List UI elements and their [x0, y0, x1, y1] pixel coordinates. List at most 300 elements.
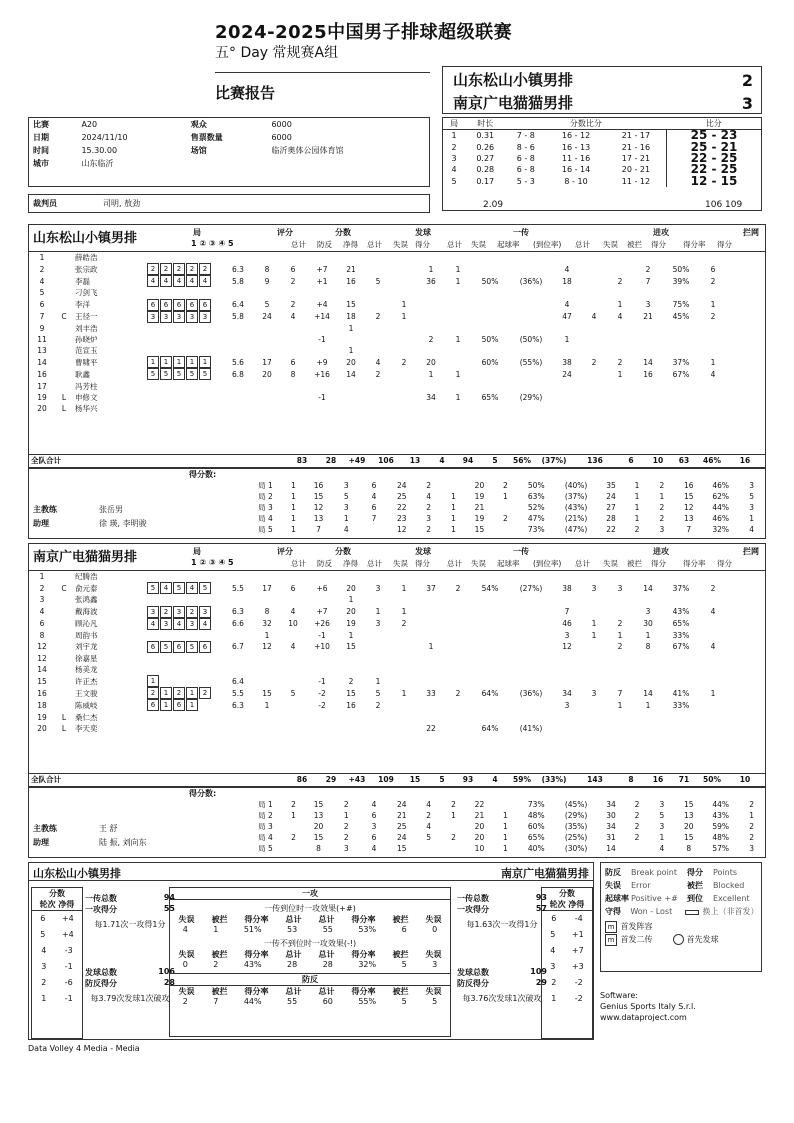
set-stat-cell: 4 [426, 800, 432, 809]
stat-cell: 2 [455, 583, 461, 593]
player-row [29, 571, 727, 582]
stat-cell: 2 [401, 619, 407, 629]
lineup [145, 334, 221, 345]
stat-cell [55, 263, 73, 275]
lineup-cell: 4 [147, 618, 159, 630]
player-name: 俞元泰 [75, 583, 98, 593]
home-sideout [85, 893, 175, 930]
home-rotation [31, 887, 83, 1039]
stat-cell: 1 [401, 312, 407, 322]
stat-cell: 8 [39, 630, 45, 640]
lineup-cell: 4 [160, 582, 172, 594]
stat-cell [445, 675, 471, 687]
stat-cell [307, 594, 337, 605]
stat-cell [699, 618, 727, 630]
set-stat-cell: 27 [606, 503, 616, 512]
stat-cell [471, 287, 509, 298]
stat-cell [699, 252, 727, 263]
lineup-cell: 4 [186, 275, 198, 287]
so-row [457, 904, 547, 915]
player-name: 李天奕 [75, 723, 98, 733]
stat-cell [55, 380, 73, 391]
lineup-cells [147, 312, 212, 321]
stat-cell: -1 [318, 676, 326, 686]
stat-cell: 6 [710, 264, 716, 274]
stat-cell [391, 334, 417, 345]
player-name: 许正杰 [75, 676, 98, 686]
stat-cell: 65% [481, 392, 499, 402]
stat-cell: 3 [591, 688, 597, 698]
lineup-cells [147, 369, 212, 378]
home-team-name: 山东松山小镇男排 [453, 71, 574, 89]
set-cell: 5 [451, 176, 457, 186]
info-label: 日期 [33, 133, 49, 142]
set-stat-cell: 60% [527, 822, 545, 831]
set-stat-cell: 1 [291, 492, 296, 501]
stat-cell [221, 380, 255, 391]
set-stat-cell: 2 [343, 822, 349, 831]
stat-cell [607, 334, 633, 345]
team-header: 南京广电猫猫男排 [33, 550, 138, 565]
set-stat-cell: 局 4 [258, 514, 273, 523]
set-stat-cell: 23 [396, 514, 407, 523]
player-name: 杨美龙 [75, 665, 98, 675]
stat-cell: 20 [37, 723, 47, 733]
stat-cell [471, 323, 509, 334]
stat-cell: 1 [617, 369, 623, 379]
stat-cell: 17 [262, 357, 272, 367]
stat-cell: 2 [710, 312, 716, 322]
lineup-cell: 6 [147, 699, 159, 711]
stat-cell: 30 [643, 619, 653, 629]
lineup [145, 664, 221, 675]
rot-row [542, 911, 592, 927]
divider [29, 880, 593, 881]
stat-cell [417, 711, 445, 722]
sub-header: 得分率 [683, 559, 706, 568]
stat-cell [699, 699, 727, 711]
legend-desc: Points [713, 868, 738, 877]
stat-cell: 6 [39, 619, 45, 629]
lineup [145, 582, 221, 594]
stat-cell [255, 664, 279, 675]
stat-cell [509, 653, 553, 664]
stat-cell [445, 641, 471, 653]
stat-cell: 3 [645, 300, 651, 310]
lineup-cell: 4 [173, 618, 185, 630]
stat-cell [337, 252, 365, 263]
stat-cell: 2 [401, 357, 407, 367]
total-cell: 93 [462, 775, 474, 785]
col-group-header: 局 [193, 547, 201, 556]
stat-cell [509, 368, 553, 380]
stat-cell: 3 [375, 583, 381, 593]
eff-val: 4 [182, 925, 188, 934]
set-stat-cell: 15 [313, 492, 324, 501]
lineup-cell: 2 [160, 263, 172, 275]
stat-cell [553, 323, 581, 334]
rot-val: -1 [64, 994, 73, 1003]
lineup [145, 403, 221, 414]
stat-cell [221, 392, 255, 403]
stat-cell [471, 252, 509, 263]
player-row [29, 687, 727, 699]
stat-cell: 4 [710, 642, 716, 652]
stat-cell [509, 675, 553, 687]
lineup [145, 653, 221, 664]
set-stat-cell: 59% [712, 822, 729, 831]
stat-cell: 18 [346, 312, 356, 322]
eff-val: 2 [213, 960, 219, 969]
total-cell: 46% [703, 456, 721, 466]
set-stat-cell: 4 [371, 844, 377, 853]
lineup [145, 618, 221, 630]
stat-cell [699, 323, 727, 334]
col-group-header: 一传 [513, 228, 529, 237]
stat-cell [633, 571, 663, 582]
set-stat-cell [282, 821, 305, 832]
eff-col: 失误 [178, 987, 195, 996]
home-breakpoint [85, 967, 175, 1004]
summary-home-name: 山东松山小镇男排 [33, 867, 121, 880]
stat-cell: L [61, 404, 67, 414]
set-stat-cell: 19 [474, 514, 485, 523]
so-row [457, 978, 547, 989]
stat-cell [445, 345, 471, 356]
set-stat-cell: (47%) [564, 525, 588, 534]
col-group-header: 进攻 [653, 547, 669, 556]
stat-cell [663, 594, 699, 605]
lineup-cell: 3 [199, 606, 211, 618]
stat-cell [445, 653, 471, 664]
lineup-cells [147, 583, 212, 592]
stat-cell: +7 [316, 264, 328, 274]
so-label: 防反得分 [457, 979, 489, 988]
substitute-icon [685, 910, 699, 915]
col-group-header: 1 ② ③ ④ 5 [191, 558, 234, 567]
stat-cell [663, 287, 699, 298]
set-stat-cell: 2 [503, 481, 508, 490]
total-cell: 71 [678, 775, 690, 785]
player-name: 周韵书 [75, 630, 98, 640]
stat-cell: -2 [318, 688, 326, 698]
set-stat-cell [416, 843, 441, 854]
so-val: 106 [158, 967, 175, 976]
stat-cell: 6 [39, 300, 45, 310]
stat-cell [337, 380, 365, 391]
stat-cell [581, 699, 607, 711]
divider [215, 72, 430, 73]
stat-cell: 1 [264, 630, 270, 640]
stat-cell: 37 [426, 583, 436, 593]
stat-cell [553, 345, 581, 356]
set-stat-cell: 3 [426, 514, 432, 523]
set-stat-cell: 1 [749, 514, 754, 523]
lineup [145, 641, 221, 653]
player-name: 刘宇龙 [75, 642, 98, 652]
set-stat-cell: 25 [396, 822, 407, 831]
lineup [145, 699, 221, 711]
stat-cell: 64% [481, 688, 499, 698]
stat-cell: 3 [617, 583, 623, 593]
stat-cell [509, 380, 553, 391]
stat-cell [445, 664, 471, 675]
stat-cell: +16 [314, 369, 330, 379]
referee-box [28, 194, 430, 213]
stat-cell: +4 [316, 300, 328, 310]
stat-cell [279, 630, 307, 641]
set-stat-cell: 65% [527, 833, 545, 842]
stat-cell: 4 [564, 300, 570, 310]
coach-name: 王 舒 [99, 824, 118, 833]
stat-cell [471, 594, 509, 605]
stat-cell [255, 653, 279, 664]
stat-cell [471, 368, 509, 380]
away-breakpoint [457, 967, 547, 1004]
stat-cell: 4 [39, 276, 45, 286]
sub-header: 被拦 [627, 240, 642, 249]
set-stat-cell: 3 [371, 822, 377, 831]
set-cell: 0.31 [476, 131, 495, 141]
rot-row [542, 927, 592, 943]
rot-row [542, 959, 592, 975]
set-cell: 21 - 16 [621, 142, 651, 152]
lineup [145, 275, 221, 287]
set-stat-cell: 40% [527, 844, 545, 853]
stat-cell [55, 699, 73, 711]
eff-values [170, 960, 450, 969]
stat-cell [391, 664, 417, 675]
lineup-cell: 5 [186, 641, 198, 653]
stat-cell [255, 675, 279, 687]
stat-cell: 1 [710, 688, 716, 698]
eff-col: 总计 [285, 915, 302, 924]
stat-cell: 1 [401, 688, 407, 698]
stat-cell [307, 653, 337, 664]
player-row [29, 630, 727, 641]
stat-cell [279, 323, 307, 334]
home-sets-won: 2 [741, 71, 753, 90]
lineup-cell: 6 [173, 699, 185, 711]
stat-cell: 17 [37, 381, 47, 391]
total-cell: 94 [462, 456, 474, 466]
stat-cell [417, 630, 445, 641]
total-cell: 29 [325, 775, 337, 785]
set-stat-cell: 2 [634, 822, 640, 831]
lineup [145, 311, 221, 323]
lineup-cells [147, 676, 160, 685]
rot-val: +7 [571, 946, 584, 955]
lineup-cells [147, 619, 212, 628]
rot-header: 轮次 净得 [542, 899, 592, 911]
stat-cell: 1 [401, 300, 407, 310]
total-cell: 106 [378, 456, 394, 466]
so-label: 发球总数 [457, 968, 489, 977]
rot-val: -3 [64, 946, 73, 955]
total-cell: 5 [439, 775, 445, 785]
stat-cell [663, 252, 699, 263]
total-cell: 全队合计 [31, 456, 61, 466]
stat-cell [633, 392, 663, 403]
stat-cell [255, 403, 279, 414]
stat-cell [471, 699, 509, 711]
stat-cell: 2 [375, 369, 381, 379]
stat-cell: 5.5 [232, 583, 244, 593]
stat-cell [307, 252, 337, 263]
stat-cell [663, 664, 699, 675]
total-cell: 4 [439, 456, 445, 466]
set-stat-cell: 73% [527, 525, 545, 534]
set-stat-row [249, 480, 765, 491]
stat-cell [471, 641, 509, 653]
set-stat-cell: 13 [313, 811, 324, 820]
so-note: 每1.71次一攻得1分 [94, 920, 166, 929]
rot-row [32, 943, 82, 959]
stat-cell [365, 323, 391, 334]
col-group-header: 分数 [335, 547, 351, 556]
stat-cell: 1 [401, 607, 407, 617]
legend-key: 守得 [605, 907, 621, 916]
legend-row [605, 879, 757, 892]
set-cell: 16 - 14 [561, 165, 591, 175]
stat-cell [471, 664, 509, 675]
stat-cell: 12 [262, 642, 272, 652]
stat-cell [633, 334, 663, 345]
sub-header: 失误 [603, 240, 618, 249]
stat-cell [607, 392, 633, 403]
set-stat-cell: 2 [749, 822, 754, 831]
total-cell: 83 [296, 456, 308, 466]
stat-cell [365, 653, 391, 664]
set-stat-cell: 3 [659, 822, 665, 831]
rot-val: +4 [61, 930, 74, 939]
set-stat-cell: 1 [291, 503, 296, 512]
stat-cell: 2 [710, 276, 716, 286]
stat-cell [471, 711, 509, 722]
stat-cell [445, 594, 471, 605]
stat-cell [307, 287, 337, 298]
set-stat-cell: 局 1 [258, 481, 273, 490]
stat-cell: 1 [264, 700, 270, 710]
sub-header: 失误 [471, 240, 486, 249]
rot-num: 1 [41, 994, 47, 1003]
set-stat-cell: 48% [527, 811, 545, 820]
stat-cell: 12 [37, 654, 47, 664]
total-duration: 2.09 [483, 200, 504, 210]
set-stat-cell: 3 [343, 481, 349, 490]
eff-col: 得分率 [244, 950, 269, 959]
stat-cell: 8 [645, 642, 651, 652]
info-value: 6000 [271, 133, 292, 142]
rot-num: 2 [41, 978, 47, 987]
stat-cell: 2 [290, 276, 296, 286]
stat-cell: 6.6 [232, 619, 244, 629]
lineup [145, 594, 221, 605]
eff-col: 总计 [285, 950, 302, 959]
info-value: 15.30.00 [81, 146, 118, 155]
set-stat-cell: 2 [426, 481, 432, 490]
stat-cell [607, 345, 633, 356]
set-cell: 4 [451, 165, 457, 175]
stat-cell: 16 [346, 700, 356, 710]
stat-cell [279, 711, 307, 722]
stat-cell: +26 [314, 619, 330, 629]
software-company: Genius Sports Italy S.r.l. [600, 1002, 696, 1011]
stat-cell [221, 323, 255, 334]
stat-cell: 5 [264, 300, 270, 310]
lineup [145, 345, 221, 356]
stat-cell [417, 345, 445, 356]
set-stat-cell: 2 [634, 811, 640, 820]
stat-cell [471, 403, 509, 414]
stat-cell [509, 594, 553, 605]
set-stat-row [249, 513, 765, 524]
info-label: 观众 [190, 120, 207, 129]
stat-cell: 1 [591, 619, 597, 629]
rot-val: -6 [64, 978, 73, 987]
total-cell: 28 [325, 456, 337, 466]
set-stat-cell: 3 [749, 844, 754, 853]
stat-cell [391, 275, 417, 287]
set-stat-cell: 24 [606, 492, 616, 501]
set-stat-cell: 6 [371, 833, 377, 842]
lineup-cell: 5 [147, 582, 159, 594]
player-name: 杨华兴 [75, 404, 98, 414]
stat-cell: (29%) [519, 392, 543, 402]
set-stat-cell: 20 [313, 822, 324, 831]
attack-efficiency [169, 887, 451, 1037]
stat-cell [607, 675, 633, 687]
player-row [29, 675, 727, 687]
league-title: 2024-2025中国男子排球超级联赛 [215, 22, 513, 43]
stat-cell: 4 [375, 357, 381, 367]
stat-cell [279, 675, 307, 687]
first-serve-icon: m [605, 921, 617, 933]
info-label: 售票数量 [190, 133, 223, 142]
eff-col: 被拦 [392, 950, 409, 959]
lineup-cells [147, 642, 212, 651]
set-stat-cell: 4 [426, 822, 432, 831]
lineup-cell: 2 [147, 263, 159, 275]
stat-cell [307, 571, 337, 582]
col-group-header: 评分 [277, 547, 293, 556]
set-stat-cell: (37%) [564, 492, 588, 501]
stat-cell: 1 [617, 300, 623, 310]
stat-cell [509, 263, 553, 275]
info-value: 山东临沂 [81, 159, 114, 168]
so-val: 93 [535, 893, 547, 902]
set-stat-cell [441, 843, 466, 854]
player-name: 范宣玉 [75, 346, 98, 356]
stat-cell [471, 653, 509, 664]
stat-cell [509, 618, 553, 630]
legend-first-setter: 首发二传 [620, 935, 653, 944]
stat-cell: 1 [455, 392, 461, 402]
set-stat-cell: 12 [396, 525, 407, 534]
stat-cell: 18 [562, 276, 572, 286]
lineup-cell: 3 [199, 311, 211, 323]
stat-cell: 20 [426, 357, 436, 367]
lineup-cell: 1 [160, 699, 172, 711]
set-stat-cell: 2 [343, 800, 349, 809]
stat-cell [581, 368, 607, 380]
stat-cell: 14 [643, 583, 653, 593]
lineup-cell: 1 [147, 356, 159, 368]
stat-cell [633, 403, 663, 414]
lineup [145, 380, 221, 391]
lineup-cell: 4 [147, 275, 159, 287]
total-cell: 50% [703, 775, 721, 785]
